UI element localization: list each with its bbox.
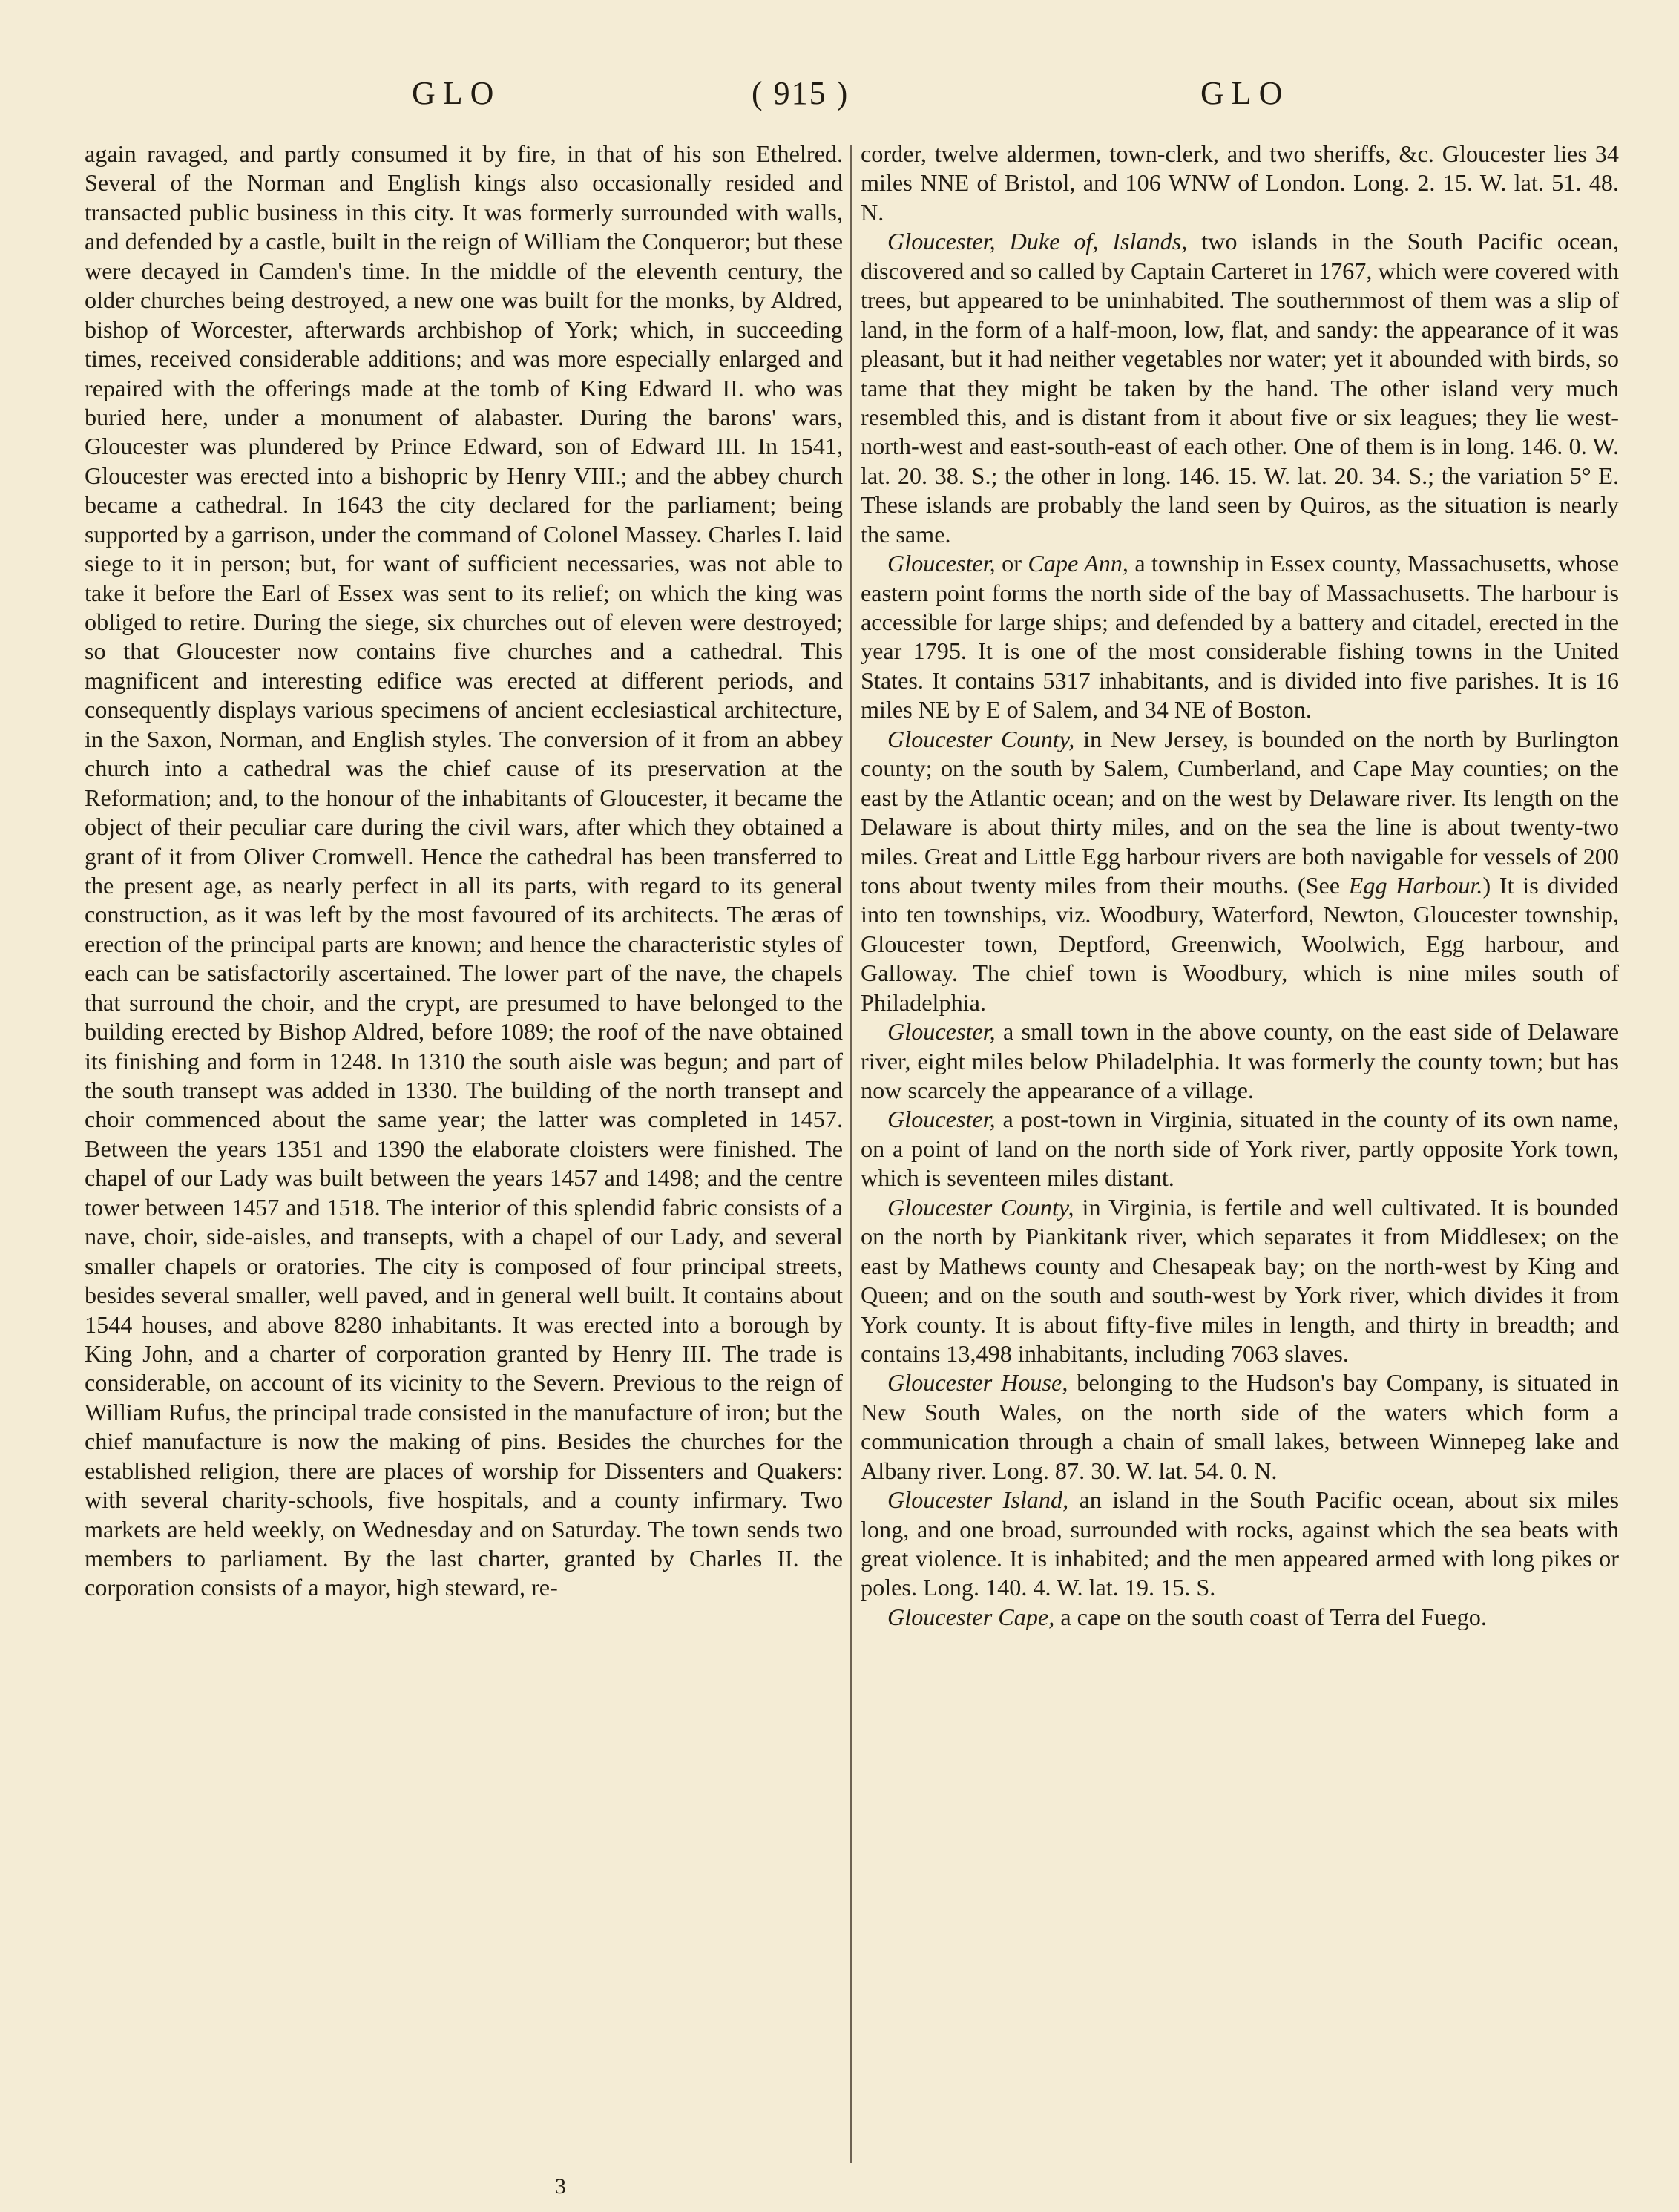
entry-gloucester-county-nj [861,725,1619,1017]
left-column-text: again ravaged, and partly consumed it by fire, in that of his son Ethelred. Several of the Norman and English kings also occasionally resided and transacted public business in this city. It was formerly surrounded with walls, and defended by a castle, built in the reign of William the Conqueror; but these were decayed in Camden's time. In the middle of the eleventh century, the older churches being destroyed, a new one was built for the monks, by Aldred, bishop of Worcester, afterwards archbishop of York; which, in succeeding times, received considerable additions; and was more especially enlarged and repaired with the offerings made at the tomb of King Edward II. who was buried here, under a monument of alabaster. During the barons' wars, Gloucester was plundered by Prince Edward, son of Edward III. In 1541, Gloucester was erected into a bishopric by Henry VIII.; and the abbey church became a cathedral. In 1643 the city declared for the parliament; being supported by a garrison, under the command of Colonel Massey. Charles I. laid siege to it in person; but, for want of sufficient necessaries, was not able to take it before the Earl of Essex was sent to its relief; on which the king was obliged to retire. During the siege, six churches out of eleven were destroyed; so that Gloucester now contains five churches and a cathedral. This magnificent and interesting edifice was erected at different periods, and consequently displays various specimens of ancient ecclesiastical architecture, in the Saxon, Norman, and English styles. The conversion of it from an abbey church into a cathedral was the chief cause of its preservation at the Reformation; and, to the honour of the inhabitants of Gloucester, it became the object of their peculiar care during the civil wars, after which they obtained a grant of it from Oliver Cromwell. Hence the cathedral has been transferred to the present age, as nearly perfect in all its parts, with regard to its general construction, as it was left by the most favoured of its architects. The æras of erection of the principal parts are known; and hence the characteristic styles of each can be satisfactorily ascertained. The lower part of the nave, the chapels that surround the choir, and the crypt, are presumed to have belonged to the building erected by Bishop Aldred, before 1089; the roof of the nave obtained its finishing and form in 1248. In 1310 the south aisle was begun; and part of the south transept was added in 1330. The building of the north transept and choir commenced about the same year; the latter was completed in 1457. Between the years 1351 and 1390 the elaborate cloisters were finished. The chapel of our Lady was built between the years 1457 and 1498; and the centre tower between 1457 and 1518. The interior of this splendid fabric consists of a nave, choir, side-aisles, and transepts, with a chapel of our Lady, and several smaller chapels or oratories. The city is composed of four principal streets, besides several smaller, well paved, and in general well built. It contains about 1544 houses, and above 8280 inhabitants. It was erected into a borough by King John, and a charter of corporation granted by Henry III. The trade is considerable, on account of its vicinity to the Severn. Previous to the reign of William Rufus, the principal trade consisted in the manufacture of iron; but the chief manufacture is now the making of pins. Besides the churches for the established religion, there are places of worship for Dissenters and Quakers: with several charity-schools, five hospitals, and a county infirmary. Two markets are held weekly, on Wednesday and on Saturday. The town sends two members to parliament. By the last charter, granted by Charles II. the corporation consists of a mayor, high steward, re- [85,140,843,1601]
signature-mark: 3 [555,2174,566,2199]
entry-body: belonging to the Hudson's bay Company, is situated in New South Wales, on the north side of the waters which form a communication through a chain of small lakes, between Winnepeg lake and Albany river. Long. 87. 30. W. lat. 54. 0. N. [861,1369,1619,1484]
entry-body: in New Jersey, is bounded on the north by Burlington county; on the south by Salem, Cumberland, and Cape May counties; on the east by the Atlantic ocean; and on the west by Delaware river. Its length on the Delaware is about thirty miles, and on the sea the line is about twenty-two miles. Great and Little Egg harbour rivers are both navigable for vessels of 200 tons about twenty miles from their mouths. (See [861,725,1619,899]
header-left: GLO [412,75,502,111]
entry-gloucester-town-nj [861,1017,1619,1105]
entry-body: in Virginia, is fertile and well cultivated. It is bounded on the north by Piankitank river, which separates it from Middlesex; on the east by Mathews county and Chesapeak bay; on the north-west by King and Queen; and on the south and south-west by York river, which divides it from York county. It is about fifty-five miles in length, and thirty in breadth; and contains 13,498 inhabitants, including 7063 slaves. [861,1193,1619,1367]
entry-body-cont: a township in Essex county, Massachusetts, whose eastern point forms the north side of the bay of Massachusetts. The harbour is accessible for large ships; and defended by a battery and citadel, erected in the year 1795. It is one of the most considerable fishing towns in the United States. It contains 5317 inhabitants, and is divided into five parishes. It is 16 miles NE by E of Salem, and 34 NE of Boston. [861,550,1619,723]
column-divider [850,145,852,2163]
entry-gloucester-cape-ann [861,549,1619,725]
entry-gloucester-cape [861,1603,1619,1632]
entry-heading: Gloucester Island, [887,1486,1069,1514]
entry-heading: Gloucester, [887,1018,996,1046]
entry-body: two islands in the South Pacific ocean, discovered and so called by Captain Carteret in 1767, which were covered with trees, but appeared to be uninhabited. The southernmost of them was a slip of land, in the form of a half-moon, low, flat, and sandy: the appearance of it was pleasant, but it had neither vegetables nor water; yet it abounded with birds, so tame that they might be taken by the hand. The other island very much resembled this, and is distant from it about five or six leagues; they lie west-north-west and east-south-east of each other. One of them is in long. 146. 0. W. lat. 20. 38. S.; the other in long. 146. 15. W. lat. 20. 34. S.; the variation 5° E. These islands are probably the land seen by Quiros, as the situation is nearly the same. [861,228,1619,548]
page-number: ( 915 ) [752,75,850,111]
entry-heading: Gloucester Cape, [887,1603,1055,1630]
entry-heading: Gloucester, [887,550,996,577]
running-header [0,74,1679,126]
entry-gloucester-post-town-va [861,1105,1619,1192]
continuation-text: corder, twelve aldermen, town-clerk, and two sheriffs, &c. Gloucester lies 34 miles NNE of Bristol, and 106 WNW of London. Long. 2. 15. W. lat. 51. 48. N. [861,140,1619,226]
entry-body: or [995,550,1028,577]
header-right: GLO [1200,75,1290,111]
entry-body: a post-town in Virginia, situated in the county of its own name, on a point of land on the north side of York river, partly opposite York town, which is seventeen miles distant. [861,1106,1619,1192]
entry-heading: Gloucester County, [887,1193,1074,1221]
entry-gloucester-county-va [861,1193,1619,1369]
entry-heading-alt: Cape Ann, [1028,550,1128,577]
entry-body-cont: ) It is divided into ten townships, viz. Woodbury, Waterford, Newton, Gloucester township, Gloucester town, Deptford, Greenwich, Woolwich, Egg harbour, and Galloway. The chief town is Woodbury, which is nine miles south of Philadelphia. [861,871,1619,1016]
entry-duke-of-gloucester-islands [861,227,1619,549]
entry-gloucester-island [861,1486,1619,1603]
entry-body: an island in the South Pacific ocean, about six miles long, and one broad, surrounded with rocks, against which the sea beats with great violence. It is inhabited; and the men appeared armed with long pikes or poles. Long. 140. 4. W. lat. 19. 15. S. [861,1486,1620,1601]
entry-heading: Gloucester County, [887,725,1075,752]
cross-reference: Egg Harbour. [1348,871,1483,899]
entry-heading: Gloucester, [887,1106,996,1133]
right-column [861,140,1619,2143]
entry-heading: Gloucester, Duke of, Islands, [887,228,1188,255]
entry-body: a small town in the above county, on the east side of Delaware river, eight miles below Philadelphia. It was formerly the county town; but has now scarcely the appearance of a village. [861,1018,1619,1103]
entry-gloucester-house [861,1368,1619,1486]
entry-body: a cape on the south coast of Terra del Fuego. [1054,1603,1487,1630]
left-column [85,140,843,2143]
entry-heading: Gloucester House, [887,1369,1068,1397]
